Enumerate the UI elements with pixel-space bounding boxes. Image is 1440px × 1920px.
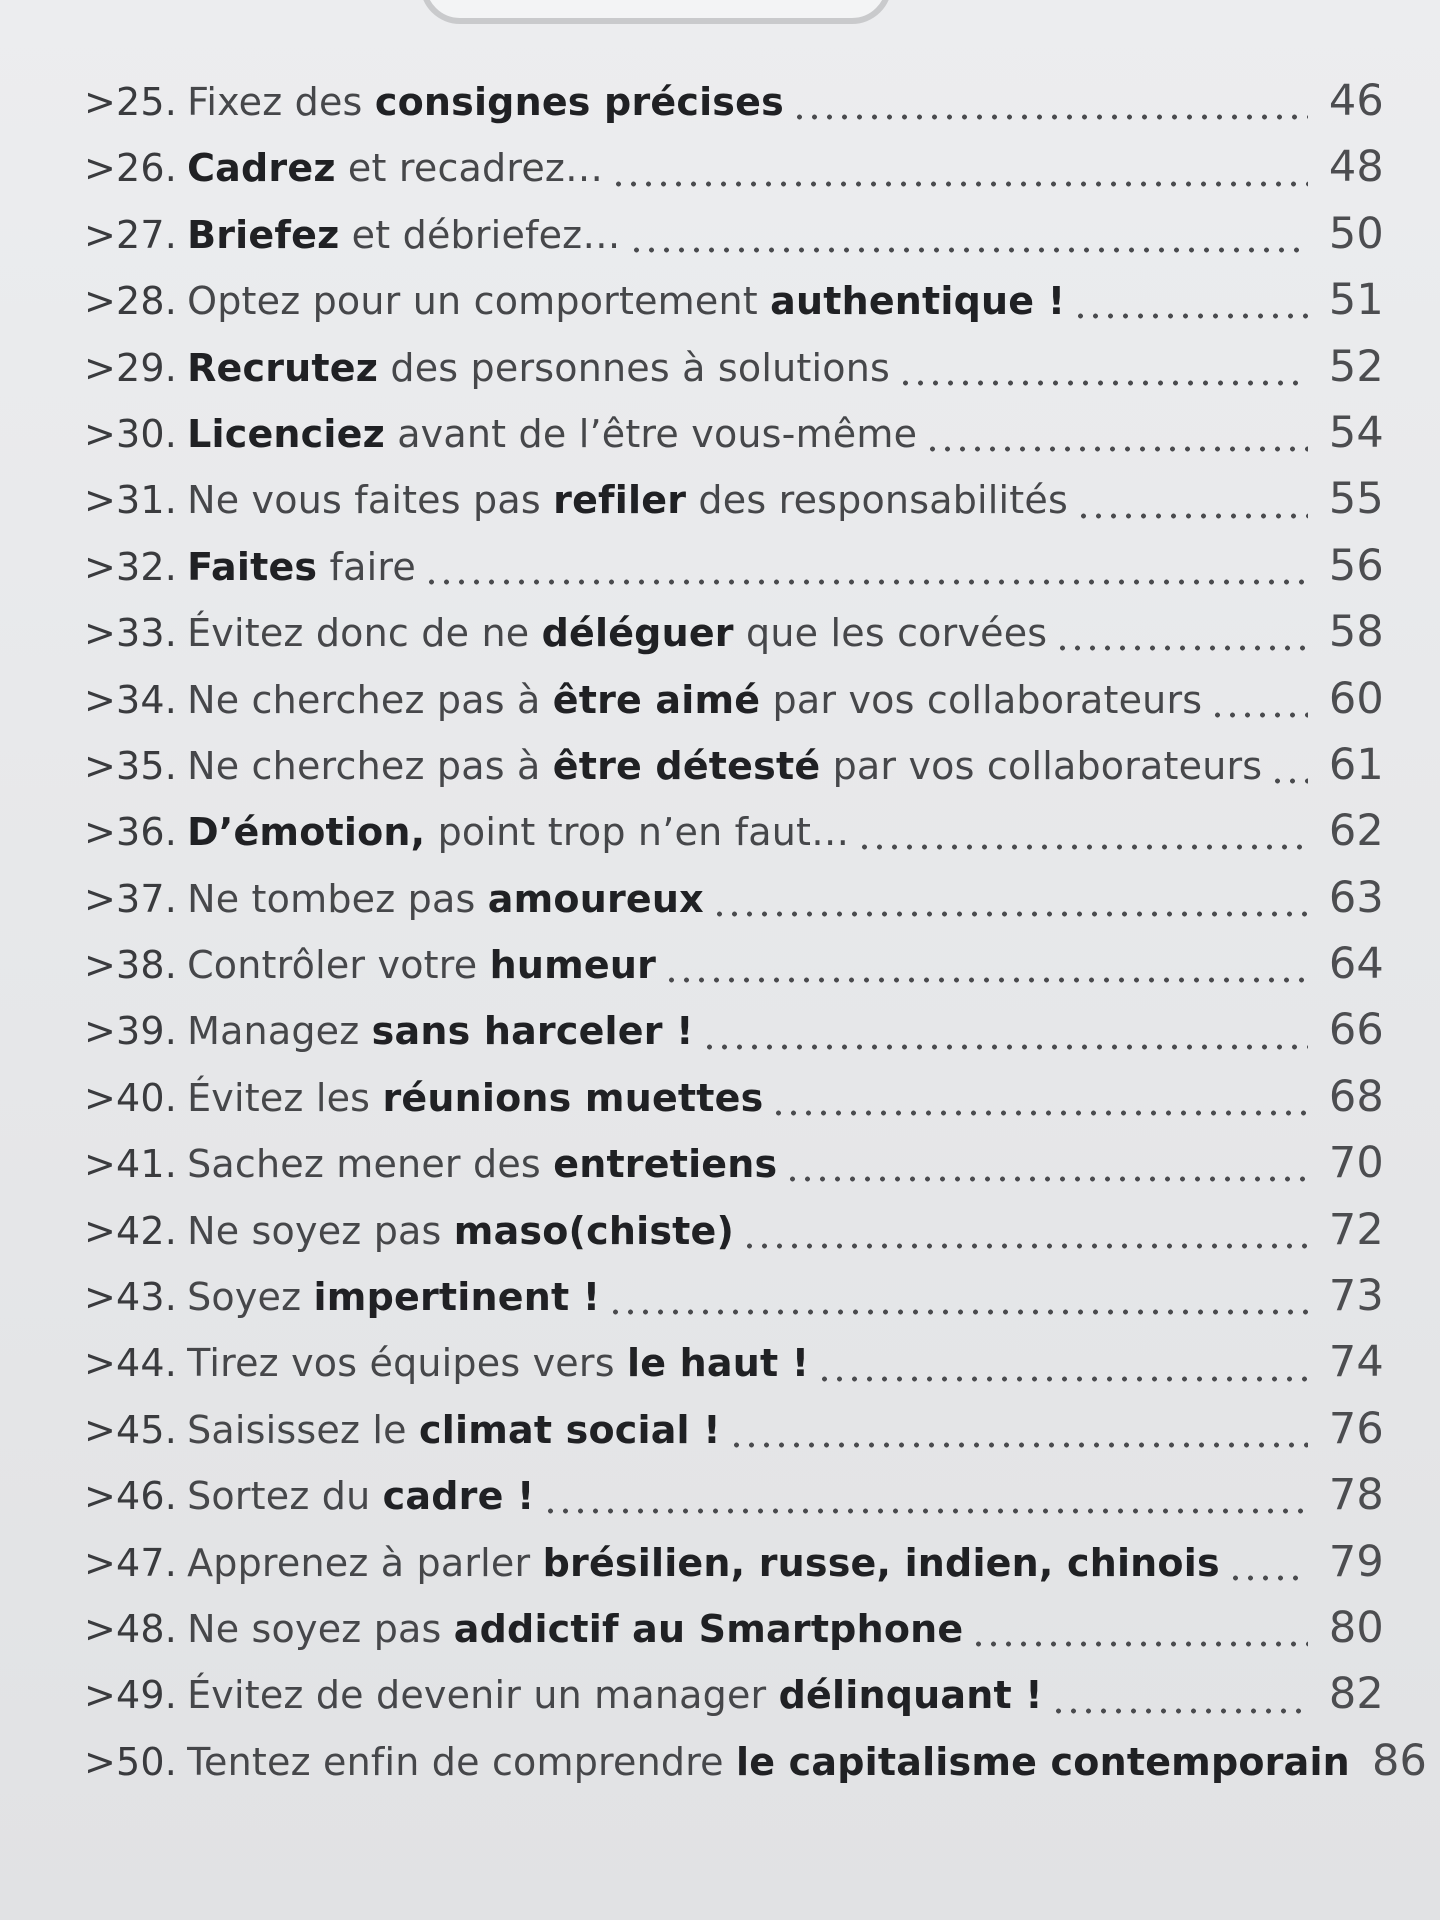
entry-title-bold: consignes précises: [374, 80, 784, 124]
dot-leader: [971, 1641, 1308, 1647]
entry-number: >32.: [84, 544, 178, 589]
entry-number: >41.: [84, 1142, 178, 1187]
entry-title: [187, 1076, 763, 1120]
page-number: 78: [1328, 1470, 1384, 1521]
entry-title-bold: être aimé: [552, 677, 761, 722]
dot-leader: [1073, 313, 1308, 319]
dot-leader: [424, 579, 1308, 585]
entry-title-text: Évitez donc de ne: [187, 611, 542, 656]
page-number: 63: [1328, 872, 1384, 923]
entry-title-text: Apprenez à parler: [187, 1540, 543, 1585]
entry-title-bold: cadre !: [382, 1474, 535, 1519]
entry-title-text: Ne soyez pas: [187, 1606, 454, 1651]
entry-title-bold: sans harceler !: [371, 1009, 694, 1054]
toc-entry: [84, 1005, 1384, 1071]
entry-number: >39.: [84, 1009, 178, 1054]
entry-title-bold: impertinent !: [313, 1275, 601, 1320]
entry-number: >42.: [84, 1208, 178, 1253]
page-number: 60: [1328, 673, 1384, 724]
entry-title-bold: amoureux: [487, 876, 704, 921]
entry-title-bold: authentique !: [770, 279, 1066, 324]
page-number: 79: [1328, 1536, 1384, 1587]
toc-entry: [84, 1271, 1384, 1337]
entry-title: [187, 545, 416, 589]
toc-entry: [84, 1537, 1384, 1603]
entry-title-bold: brésilien, russe, indien, chinois: [542, 1540, 1220, 1585]
dot-leader: [664, 977, 1308, 983]
entry-title: [187, 744, 1262, 788]
dot-leader: [792, 114, 1308, 120]
dot-leader: [898, 380, 1308, 386]
entry-title: [187, 1607, 963, 1651]
toc-entry: [84, 873, 1384, 939]
toc-entry: [84, 1470, 1384, 1536]
entry-title-text: Ne vous faites pas: [187, 478, 554, 523]
entry-number: >48.: [84, 1606, 178, 1651]
entry-number: >31.: [84, 478, 178, 523]
toc-entry: [84, 1603, 1384, 1669]
page-number: 46: [1328, 76, 1384, 126]
toc-entry: [84, 740, 1384, 806]
page-number: 70: [1328, 1138, 1384, 1189]
entry-number: >35.: [84, 743, 178, 788]
entry-title-text: et recadrez…: [335, 146, 604, 191]
dot-leader: [712, 911, 1308, 917]
entry-title-text: que les corvées: [733, 611, 1048, 656]
dot-leader: [608, 1309, 1308, 1315]
toc-entry: [84, 1205, 1384, 1271]
entry-title-text: Saisissez le: [187, 1407, 420, 1452]
entry-title-text: Fixez des: [187, 80, 375, 124]
page-number: 58: [1328, 607, 1384, 658]
dot-leader: [611, 181, 1308, 187]
dot-leader: [1055, 645, 1308, 651]
entry-title-bold: réunions muettes: [382, 1075, 764, 1120]
entry-number: >25.: [84, 80, 178, 124]
toc-entry: [84, 142, 1384, 208]
page-number: 61: [1328, 739, 1384, 790]
entry-title-text: Ne cherchez pas à: [187, 677, 553, 722]
table-of-contents: [84, 76, 1428, 1802]
entry-title: [187, 678, 1202, 722]
entry-title: [187, 877, 704, 921]
entry-title: [187, 1142, 777, 1186]
entry-number: >29.: [84, 345, 178, 390]
toc-entry: [84, 1735, 1428, 1802]
entry-title-bold: refiler: [553, 478, 687, 523]
entry-title-bold: le capitalisme contemporain: [736, 1739, 1350, 1784]
dot-leader: [817, 1376, 1308, 1382]
entry-number: >34.: [84, 677, 178, 722]
entry-title-text: Ne cherchez pas à: [187, 743, 553, 788]
entry-title: [187, 346, 890, 390]
entry-title: [187, 1275, 600, 1319]
entry-number: >45.: [84, 1407, 178, 1452]
entry-number: >50.: [84, 1739, 178, 1784]
dot-leader: [729, 1442, 1308, 1448]
entry-title-bold: D’émotion,: [187, 810, 426, 855]
dot-leader: [857, 844, 1308, 850]
page-number: 73: [1328, 1271, 1384, 1322]
entry-title-text: Tentez enfin de comprendre: [187, 1739, 737, 1784]
entry-title: [187, 412, 917, 456]
page-number: 82: [1328, 1669, 1384, 1720]
entry-title-text: Contrôler votre: [187, 943, 490, 988]
page-number: 52: [1328, 341, 1384, 392]
entry-title-bold: déléguer: [541, 611, 734, 656]
entry-number: >46.: [84, 1474, 178, 1519]
entry-title: [187, 810, 849, 854]
entry-number: >44.: [84, 1341, 178, 1386]
page-number: 66: [1328, 1005, 1384, 1056]
toc-entry: [84, 607, 1384, 673]
entry-title: [187, 1009, 694, 1053]
page-number: 76: [1328, 1403, 1384, 1454]
dot-leader: [742, 1243, 1308, 1249]
entry-title-bold: le haut !: [626, 1341, 810, 1386]
dot-leader: [771, 1110, 1308, 1116]
entry-number: >27.: [84, 212, 178, 257]
entry-title: [187, 213, 620, 257]
dot-leader: [702, 1044, 1308, 1050]
entry-title-text: Tirez vos équipes vers: [187, 1341, 627, 1386]
page-number: 48: [1328, 142, 1384, 193]
entry-title: [187, 611, 1047, 655]
entry-title-bold: addictif au Smartphone: [453, 1606, 964, 1651]
toc-entry: [84, 939, 1384, 1005]
entry-number: >47.: [84, 1540, 178, 1585]
dot-leader: [925, 446, 1308, 452]
entry-title-text: Optez pour un comportement: [187, 279, 771, 324]
entry-title: [187, 1474, 534, 1518]
entry-title-text: par vos collaborateurs: [760, 677, 1203, 722]
dot-leader: [543, 1508, 1308, 1514]
page-number: 72: [1328, 1204, 1384, 1255]
toc-entry: [84, 541, 1384, 607]
toc-entry: [84, 1337, 1384, 1403]
dot-leader: [1051, 1708, 1308, 1714]
page-number: 55: [1328, 474, 1384, 525]
dot-leader: [785, 1176, 1308, 1182]
entry-title-text: Évitez de devenir un manager: [187, 1673, 779, 1718]
toc-entry: [84, 275, 1384, 341]
page-number: 64: [1328, 939, 1384, 990]
page-number: 86: [1371, 1735, 1428, 1786]
toc-entry: [84, 209, 1384, 275]
entry-title-bold: Briefez: [187, 212, 340, 257]
page-number: 50: [1328, 208, 1384, 259]
entry-title-text: faire: [317, 544, 416, 589]
entry-title-bold: Faites: [187, 544, 318, 589]
toc-entry: [84, 674, 1384, 740]
page-number: 56: [1328, 540, 1384, 591]
entry-title: [187, 80, 784, 124]
toc-entry: [84, 1138, 1384, 1204]
toc-entry: [84, 76, 1384, 142]
toc-entry: [84, 806, 1384, 872]
page-number: 80: [1328, 1602, 1384, 1653]
entry-title-text: avant de l’être vous-même: [384, 411, 918, 456]
entry-title: [187, 1341, 809, 1385]
dot-leader: [1210, 712, 1308, 718]
page-number: 74: [1328, 1337, 1384, 1388]
entry-number: >33.: [84, 611, 178, 656]
entry-number: >37.: [84, 876, 178, 921]
entry-title-text: Ne tombez pas: [187, 876, 488, 921]
toc-entry: [84, 474, 1384, 540]
entry-title: [187, 1673, 1043, 1717]
entry-number: >28.: [84, 279, 178, 324]
entry-number: >26.: [84, 146, 178, 191]
toc-entry: [84, 1404, 1384, 1470]
entry-number: >36.: [84, 810, 178, 855]
page-number: 54: [1328, 407, 1384, 458]
page-number: 51: [1328, 275, 1384, 326]
entry-number: >40.: [84, 1075, 178, 1120]
dot-leader: [629, 247, 1308, 253]
dot-leader: [1270, 778, 1308, 784]
page-number: 68: [1328, 1071, 1384, 1122]
entry-number: >43.: [84, 1275, 178, 1320]
entry-title-bold: entretiens: [553, 1142, 778, 1187]
entry-title-text: des personnes à solutions: [378, 345, 890, 390]
entry-title-bold: être détesté: [552, 743, 821, 788]
entry-title: [187, 1209, 734, 1253]
page-top-edge: [420, 0, 892, 24]
entry-number: >49.: [84, 1673, 178, 1718]
page-number: 62: [1328, 806, 1384, 857]
entry-title-bold: délinquant !: [778, 1673, 1043, 1718]
entry-title: [187, 943, 656, 987]
entry-title-bold: Recrutez: [187, 345, 379, 390]
entry-number: >30.: [84, 411, 178, 456]
entry-title-text: par vos collaborateurs: [820, 743, 1263, 788]
entry-title-text: Managez: [187, 1009, 372, 1054]
toc-entry: [84, 1072, 1384, 1138]
entry-title-text: Sortez du: [187, 1474, 383, 1519]
dot-leader: [1076, 513, 1308, 519]
entry-title: [187, 1408, 721, 1452]
entry-title-text: Soyez: [187, 1275, 314, 1320]
entry-number: >38.: [84, 943, 178, 988]
entry-title-text: des responsabilités: [686, 478, 1068, 523]
entry-title-bold: climat social !: [419, 1407, 721, 1452]
toc-entry: [84, 408, 1384, 474]
entry-title-text: Évitez les: [187, 1075, 383, 1120]
entry-title: [187, 478, 1068, 522]
entry-title: [187, 1541, 1220, 1585]
entry-title-bold: humeur: [489, 943, 657, 988]
entry-title: [187, 146, 603, 190]
entry-title-text: point trop n’en faut…: [425, 810, 850, 855]
entry-title-text: et débriefez…: [339, 212, 621, 257]
entry-title-bold: maso(chiste): [453, 1208, 735, 1253]
toc-entry: [84, 342, 1384, 408]
entry-title-bold: Cadrez: [187, 146, 336, 191]
entry-title: [187, 1740, 1350, 1784]
entry-title-text: Sachez mener des: [187, 1142, 554, 1187]
entry-title-bold: Licenciez: [187, 411, 385, 456]
entry-title-text: Ne soyez pas: [187, 1208, 454, 1253]
entry-title: [187, 279, 1065, 323]
dot-leader: [1228, 1575, 1308, 1581]
toc-entry: [84, 1669, 1384, 1735]
